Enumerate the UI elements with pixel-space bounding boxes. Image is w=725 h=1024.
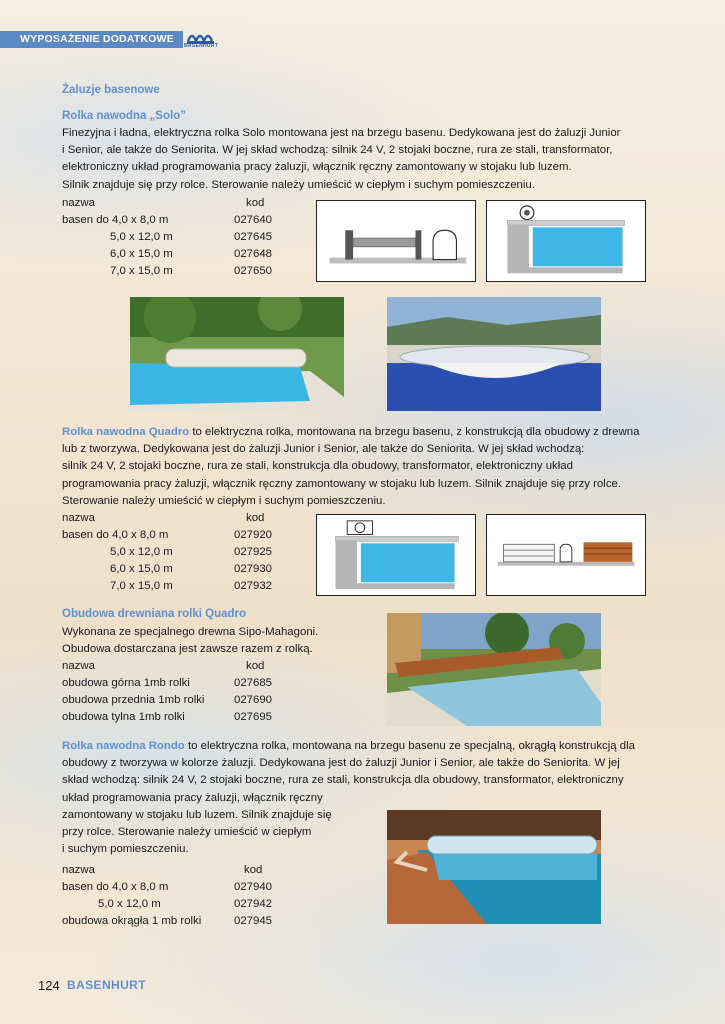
quadro-col-name: nazwa (62, 512, 95, 524)
logo-wordmark: BASENHURT (184, 43, 219, 49)
solo-roller-side-diagram (316, 200, 476, 282)
table-row-name: 5,0 x 12,0 m (110, 546, 173, 558)
obudowa-line: Wykonana ze specjalnego drewna Sipo-Mahagoni. (62, 626, 319, 638)
rondo-line: zamontowany w stojaku lub luzem. Silnik znajduje się (62, 808, 332, 821)
solo-line: elektroniczny układ programowania pracy żaluzji, włącznik ręczny zamontowany w stojaku lub luzem. (62, 161, 572, 174)
solo-line: i Senior, ale także do Seniorita. W jej skład wchodzą: silnik 24 V, 2 stojaki boczne, rura ze stali, transformator, (62, 144, 613, 157)
table-row-code: 027640 (234, 214, 273, 226)
rondo-line: skład wchodzą: silnik 24 V, 2 stojaki boczne, rura ze stali, konstrukcja dla obudowy, transformator, elektroniczny (62, 774, 624, 787)
table-row-name: basen do 4,0 x 8,0 m (62, 214, 169, 226)
obudowa-photo-pool (387, 613, 601, 726)
table-row-code: 027942 (234, 898, 273, 910)
obudowa-title: Obudowa drewniana rolki Quadro (62, 608, 247, 620)
table-row-name: obudowa tylna 1mb rolki (62, 711, 185, 723)
quadro-line: to elektryczna rolka, montowana na brzegu basenu, z konstrukcją dla obudowy z drewna (189, 426, 640, 438)
table-row-name: obudowa górna 1mb rolki (62, 677, 190, 689)
rondo-col-name: nazwa (62, 864, 95, 876)
quadro-col-code: kod (246, 512, 265, 524)
table-row-code: 027940 (234, 881, 273, 893)
footer-brand: BASENHURT (67, 978, 146, 992)
rondo-line: przy rolce. Sterowanie należy umieścić w ciepłym (62, 826, 312, 839)
quadro-pool-section-diagram (316, 514, 476, 596)
table-row-name: obudowa przednia 1mb rolki (62, 694, 205, 706)
quadro-title: Rolka nawodna Quadro (62, 426, 190, 438)
quadro-line: silnik 24 V, 2 stojaki boczne, rura ze stali, konstrukcja dla obudowy, transformator, elektroniczny układ (62, 460, 573, 473)
rondo-line: układ programowania pracy żaluzji, włącznik ręczny (62, 791, 323, 804)
solo-description (62, 125, 662, 194)
table-row-code: 027925 (234, 546, 273, 558)
table-row-code: 027648 (234, 248, 273, 260)
obudowa-col-name: nazwa (62, 660, 95, 672)
obudowa-description (62, 624, 382, 658)
table-row-code: 027930 (234, 563, 273, 575)
table-row-name: 5,0 x 12,0 m (98, 898, 161, 910)
quadro-photo-pool (387, 297, 601, 411)
quadro-description (62, 424, 662, 510)
table-row-code: 027945 (234, 915, 273, 927)
solo-pool-section-diagram (486, 200, 646, 282)
table-row-code: 027920 (234, 529, 273, 541)
table-row-name: 5,0 x 12,0 m (110, 231, 173, 243)
solo-col-code: kod (246, 197, 265, 209)
table-row-name: 6,0 x 15,0 m (110, 563, 173, 575)
obudowa-line: Obudowa dostarczana jest zawsze razem z rolką. (62, 643, 313, 656)
quadro-line: lub z tworzywa. Dedykowana jest do żaluzji Junior i Senior, ale także do Seniorita. W jej skład wchodzą: (62, 443, 585, 456)
rondo-title: Rolka nawodna Rondo (62, 740, 185, 752)
rondo-photo-pool (387, 810, 601, 924)
rondo-col-code: kod (244, 864, 263, 876)
page-number: 124 (38, 978, 60, 993)
table-row-code: 027685 (234, 677, 273, 689)
solo-line: Silnik znajduje się przy rolce. Sterowanie należy umieścić w ciepłym i suchym pomieszczeniu. (62, 178, 535, 191)
table-row-name: 7,0 x 15,0 m (110, 580, 173, 592)
table-row-code: 027690 (234, 694, 273, 706)
solo-line: Finezyjna i ładna, elektryczna rolka Solo montowana jest na brzegu basenu. Dedykowana jest do żaluzji Junior (62, 127, 621, 139)
table-row-name: 7,0 x 15,0 m (110, 265, 173, 277)
quadro-first-line (62, 424, 662, 441)
rondo-line: to elektryczna rolka, montowana na brzegu basenu ze specjalną, okrągłą konstrukcją dla (184, 740, 635, 752)
table-row-code: 027695 (234, 711, 273, 723)
solo-col-name: nazwa (62, 197, 95, 209)
table-row-code: 027650 (234, 265, 273, 277)
rondo-first-line (62, 738, 672, 755)
section-title: Żaluzje basenowe (62, 84, 160, 96)
solo-title: Rolka nawodna „Solo” (62, 110, 186, 122)
section-header-label: WYPOSAŻENIE DODATKOWE (20, 33, 174, 45)
rondo-line: i suchym pomieszczeniu. (62, 843, 189, 856)
table-row-code: 027932 (234, 580, 273, 592)
quadro-housing-diagram (486, 514, 646, 596)
rondo-line: obudowy z tworzywa w kolorze żaluzji. Dedykowana jest do żaluzji Junior i Senior, ale także do Seniorita. W jej (62, 757, 620, 770)
quadro-line: Sterowanie należy umieścić w ciepłym i suchym pomieszczeniu. (62, 494, 386, 507)
quadro-line: programowania pracy żaluzji, włącznik ręczny zamontowany w stojaku lub luzem. Silnik znajduje się przy rolce. (62, 477, 622, 490)
table-row-code: 027645 (234, 231, 273, 243)
table-row-name: obudowa okrągła 1 mb rolki (62, 915, 202, 927)
table-row-name: 6,0 x 15,0 m (110, 248, 173, 260)
obudowa-col-code: kod (246, 660, 265, 672)
solo-photo-pool (130, 297, 344, 411)
table-row-name: basen do 4,0 x 8,0 m (62, 881, 169, 893)
section-header-bar (0, 31, 183, 48)
table-row-name: basen do 4,0 x 8,0 m (62, 529, 169, 541)
